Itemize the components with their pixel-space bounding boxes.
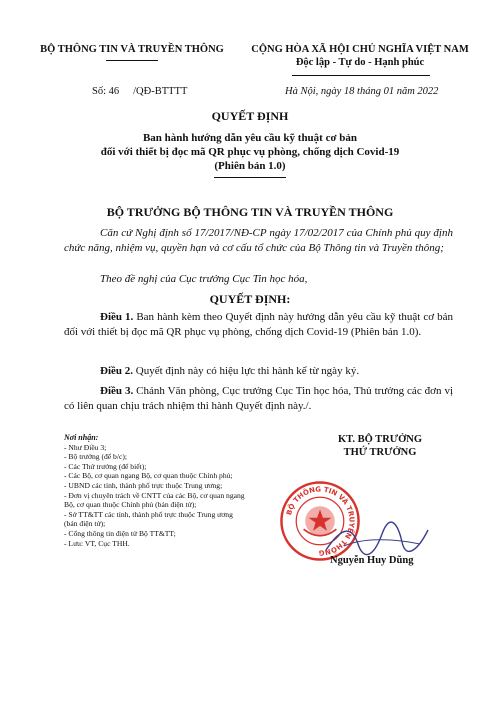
national-header <box>240 44 480 68</box>
handwritten-signature-icon <box>322 520 432 560</box>
list-item: - UBND các tỉnh, thành phố trực thuộc Trung ương; <box>64 480 223 490</box>
list-item: - Sở TT&TT các tỉnh, thành phố trực thuộc Trung ương <box>64 509 233 519</box>
recipients-heading: Nơi nhận: <box>64 433 99 442</box>
list-item: (bản điện tử); <box>64 519 106 529</box>
republic-name: CỘNG HÒA XÃ HỘI CHỦ NGHĨA VIỆT NAM <box>251 44 469 55</box>
document-subject: Ban hành hướng dẫn yêu cầu kỹ thuật cơ bản đối với thiết bị đọc mã QR phục vụ phòng, chống dịch Covid-19 (Phiên bản 1.0) <box>100 132 400 172</box>
recipients-list <box>64 433 304 548</box>
minister-heading: BỘ TRƯỞNG BỘ THÔNG TIN VÀ TRUYỀN THÔNG <box>106 205 394 219</box>
list-item: - Các Thứ trưởng (để biết); <box>64 461 147 471</box>
article-1: Điều 1. Ban hành kèm theo Quyết định này hướng dẫn yêu cầu kỹ thuật cơ bản đối với thiết bị đọc mã QR phục vụ phòng, chống dịch Covid-19 (Phiên bản 1.0). <box>64 311 454 338</box>
list-item: - Đơn vị chuyên trách về CNTT của các Bộ, cơ quan ngang <box>64 490 245 500</box>
preamble-proposal: Theo đề nghị của Cục trưởng Cục Tin học hóa, <box>100 273 308 285</box>
seal-text: BỘ THÔNG TIN VÀ TRUYỀN THÔNG <box>285 485 356 557</box>
list-item: - Lưu: VT, Cục THH. <box>64 538 130 548</box>
ministry-underline <box>106 60 158 61</box>
subject-underline <box>214 177 286 178</box>
signer-name: Nguyễn Huy Dũng <box>330 555 414 566</box>
list-item: Bộ, cơ quan thuộc Chính phủ (bản điện tử); <box>64 500 197 510</box>
signature-title: KT. BỘ TRƯỞNG THỨ TRƯỞNG <box>337 434 423 458</box>
preamble-legal-basis: Căn cứ Nghị định số 17/2017/NĐ-CP ngày 17/02/2017 của Chính phủ quy định chức năng, nhiệm vụ, quyền hạn và cơ cấu tổ chức của Bộ Thông tin và Truyền thông; <box>64 227 453 254</box>
dateline: Hà Nội, ngày 18 tháng 01 năm 2022 <box>285 86 439 97</box>
article-2: Điều 2. Quyết định này có hiệu lực thi hành kể từ ngày ký. <box>100 365 360 377</box>
motto: Độc lập - Tự do - Hạnh phúc <box>295 57 425 68</box>
motto-underline <box>292 75 430 76</box>
list-item: - Như Điều 3; <box>64 442 107 452</box>
list-item: - Cổng thông tin điện tử Bộ TT&TT; <box>64 528 176 538</box>
ministry-name: BỘ THÔNG TIN VÀ TRUYỀN THÔNG <box>40 44 224 55</box>
article-3: Điều 3. Chánh Văn phòng, Cục trưởng Cục Tin học hóa, Thủ trưởng các đơn vị có liên quan chịu trách nhiệm thi hành Quyết định này./. <box>64 385 453 412</box>
document-title: QUYẾT ĐỊNH <box>211 109 289 123</box>
list-item: - Các Bộ, cơ quan ngang Bộ, cơ quan thuộc Chính phủ; <box>64 471 233 481</box>
decide-heading: QUYẾT ĐỊNH: <box>209 292 291 306</box>
list-item: - Bộ trưởng (để b/c); <box>64 452 127 462</box>
document-number: Số: 46 /QĐ-BTTTT <box>92 86 188 97</box>
